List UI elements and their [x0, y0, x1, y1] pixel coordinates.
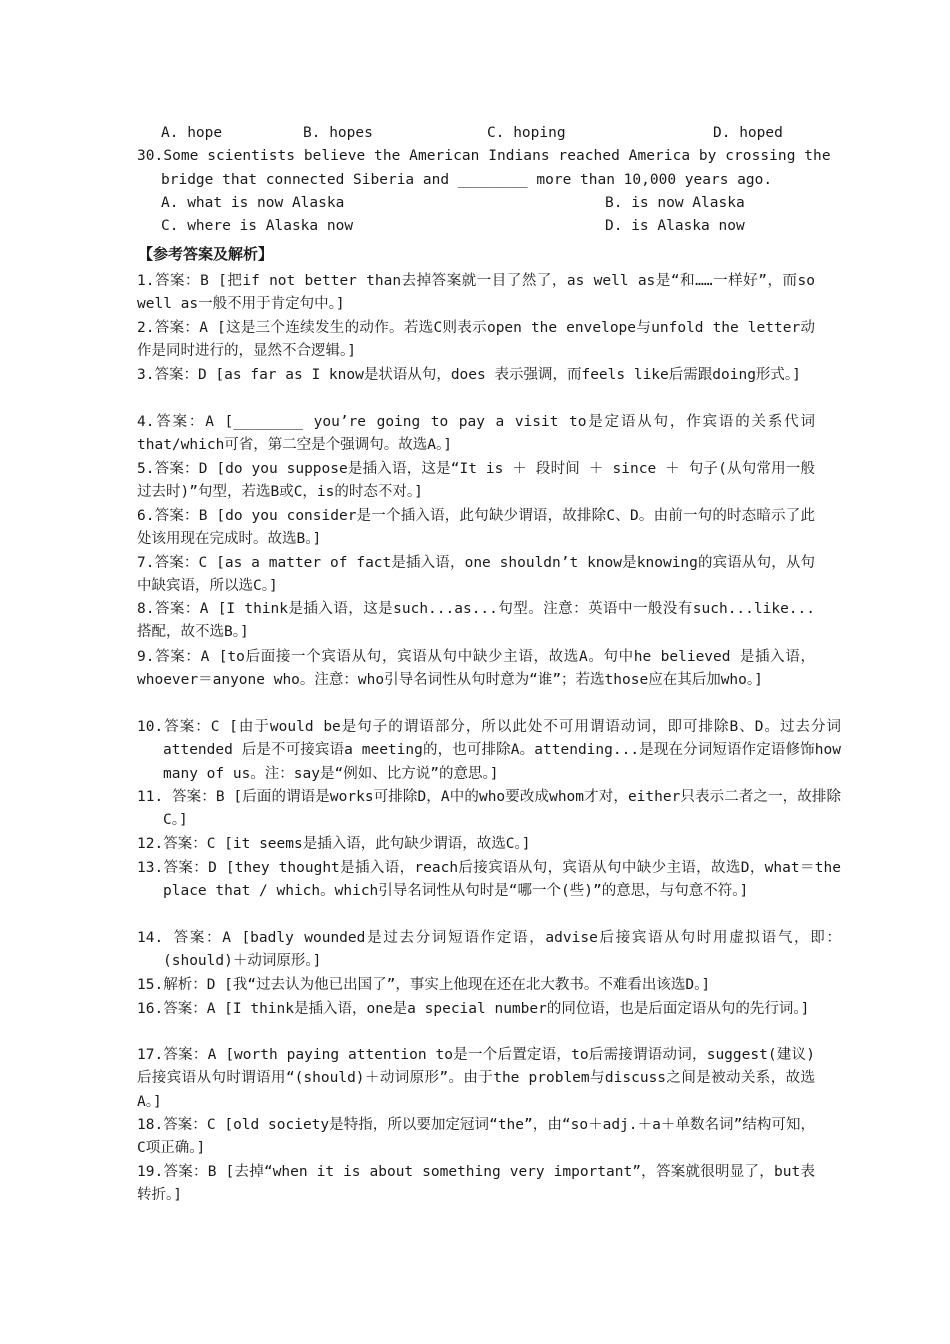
q29-option-d: D. hoped	[713, 125, 783, 141]
answer-18: 18.答案：C [old society是特指，所以要加定冠词“the”，由“so＋adj.＋a＋单数名词”结构可知，C项正确。]	[137, 1117, 815, 1157]
answer-7: 7.答案：C [as a matter of fact是插入语，one shouldn’t know是knowing的宾语从句，从句中缺宾语，所以选C。]	[137, 555, 815, 595]
answer-17: 17.答案：A [worth paying attention to是一个后置定语，to后需接谓语动词，suggest(建议)后接宾语从句时谓语用“(should)＋动词原形”。由于the problem与discuss之间是被动关系，故选A。]	[137, 1047, 815, 1110]
answer-3: 3.答案：D [as far as I know是状语从句，does 表示强调，而feels like后需跟doing形式。]	[137, 367, 801, 383]
answer-11: 11. 答案：B [后面的谓语是works可排除D，A中的who要改成whom才对，either只表示二者之一，故排除C。]	[137, 789, 841, 829]
q29-option-a: A. hope	[161, 125, 223, 141]
answer-9: 9.答案：A [to后面接一个宾语从句，宾语从句中缺少主语，故选A。句中he believed 是插入语，whoever＝anyone who。注意：who引导名词性从句时意为“谁”；若选those应在其后加who。]	[137, 649, 815, 689]
answers-heading: 【参考答案及解析】	[138, 245, 274, 263]
q30-option-b: B. is now Alaska	[605, 195, 745, 211]
answer-8: 8.答案：A [I think是插入语，这是such...as...句型。注意：英语中一般没有such...like...搭配，故不选B。]	[137, 601, 815, 641]
q30-option-d: D. is Alaska now	[605, 218, 745, 234]
answer-13: 13.答案：D [they thought是插入语，reach后接宾语从句，宾语从句中缺少主语，故选D，what＝the place that / which。which引导名词性从句时是“哪一个(些)”的意思，与句意不符。]	[137, 860, 841, 900]
answer-16: 16.答案：A [I think是插入语，one是a special number的同位语，也是后面定语从句的先行词。]	[137, 1001, 810, 1017]
answer-14: 14. 答案：A [badly wounded是过去分词短语作定语，advise后接宾语从句时用虚拟语气，即：(should)＋动词原形。]	[137, 930, 841, 970]
answer-2: 2.答案：A [这是三个连续发生的动作。若选C则表示open the envelope与unfold the letter动作是同时进行的，显然不合逻辑。]	[137, 320, 815, 360]
answer-5: 5.答案：D [do you suppose是插入语，这是“It is ＋ 段时间 ＋ since ＋ 句子(从句常用一般过去时)”句型，若选B或C，is的时态不对。]	[137, 461, 815, 501]
q30-option-c: C. where is Alaska now	[161, 218, 354, 234]
q29-option-c: C. hoping	[487, 125, 566, 141]
answer-15: 15.解析：D [我“过去认为他已出国了”，事实上他现在还在北大教书。不难看出该选D。]	[137, 977, 711, 993]
q29-option-b: B. hopes	[303, 125, 373, 141]
answer-4: 4.答案：A [________ you’re going to pay a visit to是定语从句，作宾语的关系代词that/which可省，第二空是个强调句。故选A。]	[137, 414, 815, 454]
q30-option-a: A. what is now Alaska	[161, 195, 345, 211]
answer-6: 6.答案：B [do you consider是一个插入语，此句缺少谓语，故排除C、D。由前一句的时态暗示了此处该用现在完成时。故选B。]	[137, 508, 815, 548]
answer-10: 10.答案：C [由于would be是句子的谓语部分，所以此处不可用谓语动词，即可排除B、D。过去分词attended 后是不可接宾语a meeting的，也可排除A。attending...是现在分词短语作定语修饰how many of us。注：say是“例如、比方说”的意思。]	[137, 719, 841, 782]
answer-12: 12.答案：C [it seems是插入语，此句缺少谓语，故选C。]	[137, 836, 531, 852]
q30-stem-line1: 30.Some scientists believe the American Indians reached America by crossing the	[137, 148, 831, 164]
answer-19: 19.答案：B [去掉“when it is about something very important”，答案就很明显了，but表转折。]	[137, 1164, 815, 1204]
q30-stem-line2: bridge that connected Siberia and ________ more than 10,000 years ago.	[161, 172, 773, 188]
answer-1: 1.答案：B [把if not better than去掉答案就一目了然了，as well as是“和……一样好”，而so well as一般不用于肯定句中。]	[137, 273, 815, 313]
